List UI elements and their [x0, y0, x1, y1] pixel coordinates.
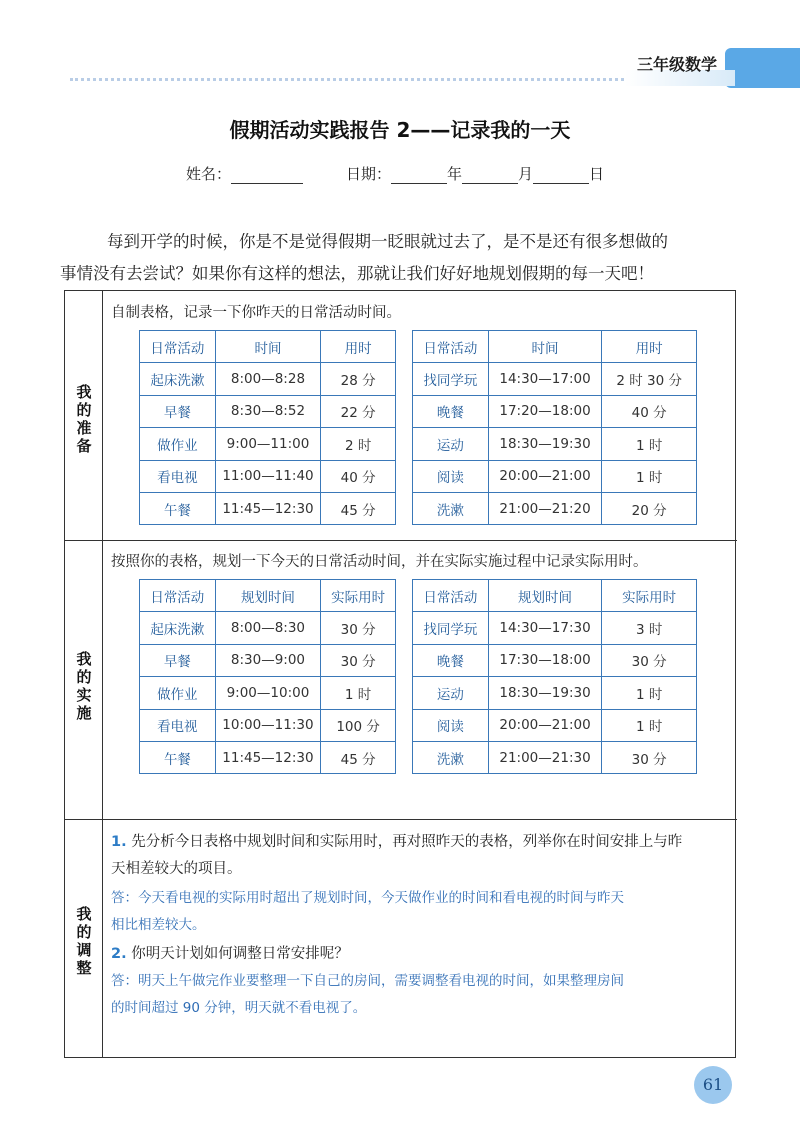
duration-cell: 2 时	[321, 428, 396, 460]
table-row	[413, 460, 697, 492]
table-row	[140, 612, 396, 644]
table-row	[413, 709, 697, 741]
table-row	[413, 492, 697, 524]
duration-cell: 30 分	[321, 644, 396, 676]
page-number: 61	[694, 1066, 732, 1104]
duration-cell: 20 分	[602, 492, 697, 524]
duration-cell: 45 分	[321, 492, 396, 524]
activity-cell: 午餐	[140, 741, 216, 773]
duration-cell: 3 时	[602, 612, 697, 644]
side-label-prep	[75, 383, 93, 455]
table-row	[140, 709, 396, 741]
page-title: 假期活动实践报告 2——记录我的一天	[229, 118, 571, 142]
activity-cell: 起床洗漱	[140, 612, 216, 644]
time-cell: 17:20—18:00	[488, 395, 602, 427]
table-row	[413, 428, 697, 460]
side-cell-impl	[65, 540, 103, 819]
table-row	[140, 492, 396, 524]
name-blank	[231, 168, 303, 184]
side-label-impl	[75, 650, 93, 722]
date-field	[346, 163, 604, 184]
activity-cell: 洗漱	[413, 741, 489, 773]
duration-cell: 1 时	[602, 677, 697, 709]
time-cell: 18:30—19:30	[488, 428, 602, 460]
duration-cell: 2 时 30 分	[602, 363, 697, 395]
side-char: 我	[76, 383, 92, 401]
table-row	[413, 363, 697, 395]
time-cell: 11:45—12:30	[215, 741, 321, 773]
prep-instruction: 自制表格，记录一下你昨天的日常活动时间。	[111, 305, 401, 321]
activity-cell: 看电视	[140, 709, 216, 741]
side-char: 的	[76, 923, 92, 941]
table-row	[140, 395, 396, 427]
table-row	[413, 644, 697, 676]
question-2-number: 2.	[111, 946, 127, 962]
duration-cell: 30 分	[602, 741, 697, 773]
table-header-cell: 实际用时	[602, 580, 697, 612]
table-row	[413, 395, 697, 427]
duration-cell: 40 分	[602, 395, 697, 427]
month-blank	[462, 168, 518, 184]
day-blank	[533, 168, 589, 184]
table-header-row	[140, 580, 396, 612]
time-cell: 18:30—19:30	[488, 677, 602, 709]
activity-cell: 阅读	[413, 709, 489, 741]
side-char: 准	[76, 419, 92, 437]
year-blank	[391, 168, 447, 184]
table-row	[413, 677, 697, 709]
activity-cell: 早餐	[140, 395, 216, 427]
answer-2	[111, 968, 624, 1022]
table-header-cell: 日常活动	[140, 331, 216, 363]
table-row	[140, 363, 396, 395]
duration-cell: 22 分	[321, 395, 396, 427]
activity-cell: 做作业	[140, 428, 216, 460]
table-header-row	[140, 331, 396, 363]
time-cell: 20:00—21:00	[488, 460, 602, 492]
table-row	[413, 741, 697, 773]
impl-table-right	[412, 579, 697, 774]
name-field	[186, 163, 303, 184]
time-cell: 20:00—21:00	[488, 709, 602, 741]
side-char: 调	[76, 941, 92, 959]
time-cell: 11:45—12:30	[215, 492, 321, 524]
duration-cell: 1 时	[321, 677, 396, 709]
side-char: 我	[76, 650, 92, 668]
question-1-line-1: 先分析今日表格中规划时间和实际用时，再对照昨天的表格，列举你在时间安排上与昨	[131, 834, 683, 850]
table-row	[140, 428, 396, 460]
time-cell: 9:00—10:00	[215, 677, 321, 709]
grade-tab-background	[725, 48, 800, 88]
duration-cell: 45 分	[321, 741, 396, 773]
activity-cell: 做作业	[140, 677, 216, 709]
answer-2-line-2: 的时间超过 90 分钟，明天就不看电视了。	[111, 1000, 367, 1016]
table-header-cell: 实际用时	[321, 580, 396, 612]
impl-instruction: 按照你的表格，规划一下今天的日常活动时间，并在实际实施过程中记录实际用时。	[111, 554, 648, 570]
activity-cell: 洗漱	[413, 492, 489, 524]
activity-cell: 运动	[413, 677, 489, 709]
question-2	[111, 941, 349, 968]
side-label-adjust	[75, 905, 93, 977]
activity-cell: 起床洗漱	[140, 363, 216, 395]
grade-label: 三年级数学	[637, 55, 718, 74]
time-cell: 11:00—11:40	[215, 460, 321, 492]
date-label: 日期：	[346, 165, 392, 183]
activity-cell: 午餐	[140, 492, 216, 524]
question-1-line-2: 天相差较大的项目。	[111, 861, 242, 877]
name-label: 姓名：	[186, 165, 232, 183]
prep-table-right	[412, 330, 697, 525]
side-char: 的	[76, 401, 92, 419]
table-header-row	[413, 580, 697, 612]
side-char: 备	[76, 437, 92, 455]
time-cell: 14:30—17:00	[488, 363, 602, 395]
duration-cell: 28 分	[321, 363, 396, 395]
duration-cell: 1 时	[602, 428, 697, 460]
grade-tab	[625, 48, 800, 88]
prep-table-left	[139, 330, 396, 525]
table-header-cell: 规划时间	[488, 580, 602, 612]
duration-cell: 30 分	[602, 644, 697, 676]
question-1	[111, 829, 682, 883]
side-char: 我	[76, 905, 92, 923]
time-cell: 14:30—17:30	[488, 612, 602, 644]
table-header-cell: 日常活动	[140, 580, 216, 612]
side-char: 实	[76, 686, 92, 704]
side-char: 整	[76, 959, 92, 977]
table-header-cell: 用时	[602, 331, 697, 363]
activity-cell: 晚餐	[413, 644, 489, 676]
answer-2-line-1: 答：明天上午做完作业要整理一下自己的房间，需要调整看电视的时间，如果整理房间	[111, 973, 624, 989]
time-cell: 8:30—9:00	[215, 644, 321, 676]
report-frame	[64, 290, 736, 1058]
activity-cell: 早餐	[140, 644, 216, 676]
side-cell-adjust	[65, 819, 103, 1057]
side-char: 的	[76, 668, 92, 686]
time-cell: 8:00—8:30	[215, 612, 321, 644]
month-label: 月	[518, 165, 534, 183]
table-row	[140, 460, 396, 492]
table-header-cell: 时间	[215, 331, 321, 363]
table-header-row	[413, 331, 697, 363]
question-1-number: 1.	[111, 834, 127, 850]
intro-line-1: 每到开学的时候，你是不是觉得假期一眨眼就过去了，是不是还有很多想做的	[107, 232, 668, 251]
table-row	[413, 612, 697, 644]
table-row	[140, 741, 396, 773]
intro-paragraph	[60, 226, 735, 290]
duration-cell: 40 分	[321, 460, 396, 492]
table-header-cell: 日常活动	[413, 580, 489, 612]
time-cell: 17:30—18:00	[488, 644, 602, 676]
answer-1-line-2: 相比相差较大。	[111, 917, 206, 933]
activity-cell: 找同学玩	[413, 363, 489, 395]
time-cell: 8:30—8:52	[215, 395, 321, 427]
table-header-cell: 时间	[488, 331, 602, 363]
activity-cell: 找同学玩	[413, 612, 489, 644]
duration-cell: 1 时	[602, 460, 697, 492]
impl-table-left	[139, 579, 396, 774]
answer-1	[111, 885, 624, 939]
section-divider	[65, 819, 737, 820]
activity-cell: 阅读	[413, 460, 489, 492]
section-divider	[65, 540, 737, 541]
side-char: 施	[76, 704, 92, 722]
time-cell: 10:00—11:30	[215, 709, 321, 741]
intro-line-2: 事情没有去尝试？如果你有这样的想法，那就让我们好好地规划假期的每一天吧！	[60, 264, 654, 283]
table-row	[140, 644, 396, 676]
answer-1-line-1: 答：今天看电视的实际用时超出了规划时间，今天做作业的时间和看电视的时间与昨天	[111, 890, 624, 906]
activity-cell: 晚餐	[413, 395, 489, 427]
time-cell: 21:00—21:20	[488, 492, 602, 524]
activity-cell: 看电视	[140, 460, 216, 492]
activity-cell: 运动	[413, 428, 489, 460]
question-2-text: 你明天计划如何调整日常安排呢？	[131, 946, 349, 962]
table-header-cell: 用时	[321, 331, 396, 363]
duration-cell: 100 分	[321, 709, 396, 741]
table-header-cell: 规划时间	[215, 580, 321, 612]
table-header-cell: 日常活动	[413, 331, 489, 363]
header-dotted-line	[70, 78, 630, 81]
time-cell: 8:00—8:28	[215, 363, 321, 395]
time-cell: 9:00—11:00	[215, 428, 321, 460]
day-label: 日	[589, 165, 605, 183]
duration-cell: 1 时	[602, 709, 697, 741]
table-row	[140, 677, 396, 709]
year-label: 年	[447, 165, 463, 183]
side-cell-prep	[65, 291, 103, 540]
duration-cell: 30 分	[321, 612, 396, 644]
time-cell: 21:00—21:30	[488, 741, 602, 773]
